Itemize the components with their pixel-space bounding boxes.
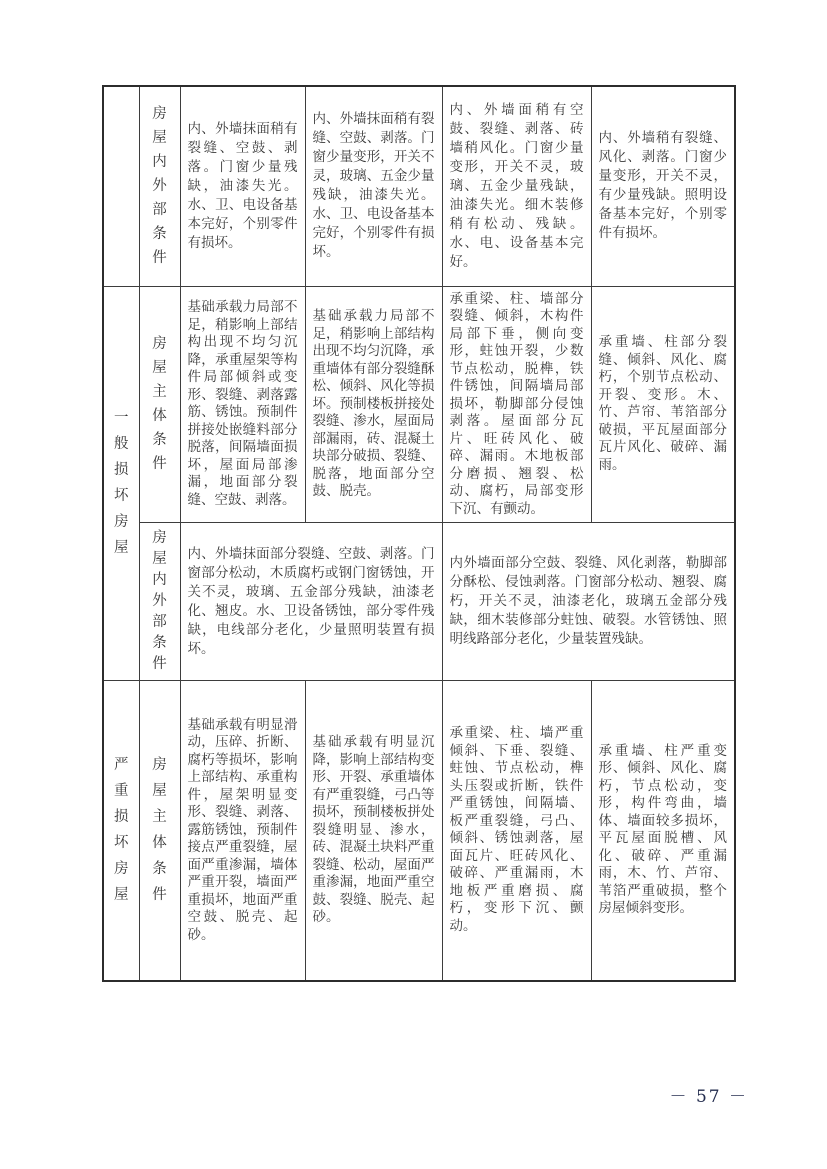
subcategory-cell-r3 xyxy=(139,523,180,681)
condition-cell-r2c3: 承重梁、柱、墙部分裂缝、倾斜，木构件局部下垂，侧向变形，蛀蚀开裂，少数节点松动，脱榫，铁件锈蚀，间隔墙局部损坏，勒脚部分侵蚀剥落。屋面部分瓦片、旺砖风化、破碎、漏雨。木地板部分磨损、翘裂、松动、腐朽，局部变形下沉、有颤动。 xyxy=(442,286,591,523)
subcategory-cell-r2 xyxy=(139,286,180,523)
subcategory-label-interior-exterior-r3: 房屋内外部条件 xyxy=(152,530,167,672)
condition-cell-r2c2: 基础承载力局部不足，稍影响上部结构出现不均匀沉降，承重墙体有部分裂缝酥松、倾斜、风化等损坏。预制楼板拼接处裂缝、渗水，屋面局部漏雨，砖、混凝土块部分破损、裂缝、脱落，地面部分空鼓、脱壳。 xyxy=(305,286,442,523)
condition-cell-r1c2: 内、外墙抹面稍有裂缝、空鼓、剥落。门窗少量变形，开关不灵，玻璃、五金少量残缺，油漆失光。水、卫、电设备基本完好，个别零件有损坏。 xyxy=(305,86,442,286)
subcategory-label-interior-exterior-r1: 房屋内外部条件 xyxy=(152,106,167,267)
condition-cell-r2c4: 承重墙、柱部分裂缝、倾斜、风化、腐朽，个别节点松动、开裂、变形。木、竹、芦帘、苇箔部分破损，平瓦屋面部分瓦片风化、破碎、漏雨。 xyxy=(591,286,735,523)
condition-cell-r4c3: 承重梁、柱、墙严重倾斜、下垂、裂缝、蛀蚀、节点松动，榫头压裂或折断，铁件严重锈蚀，间隔墙、板严重裂缝，弓凸、倾斜、锈蚀剥落，屋面瓦片、旺砖风化、破碎、严重漏雨，木地板严重磨损、腐朽，变形下沉、颤动。 xyxy=(442,681,591,981)
category-label-general-damaged-houses: 一般损坏房屋 xyxy=(114,410,129,557)
condition-cell-r1c4: 内、外墙稍有裂缝、风化、剥落。门窗少量变形，开关不灵，有少量残缺。照明设备基本完好，个别零件有损坏。 xyxy=(591,86,735,286)
category-cell-severely-damaged xyxy=(103,681,139,981)
condition-cell-r4c1: 基础承载有明显滑动，压碎、折断、腐朽等损坏，影响上部结构、承重构件，屋架明显变形、裂缝、剥落、露筋锈蚀，预制件接点严重裂缝，屋面严重渗漏，墙体严重开裂，墙面严重损坏，地面严重空鼓、脱壳、起砂。 xyxy=(180,681,305,981)
condition-cell-r2c1: 基础承载力局部不足，稍影响上部结构出现不均匀沉降，承重屋架等构件局部倾斜或变形、裂缝、剥落露筋、锈蚀。预制件拼接处嵌缝料部分脱落，间隔墙面损坏，屋面局部渗漏，地面部分裂缝、空鼓、剥落。 xyxy=(180,286,305,523)
category-label-severely-damaged-houses: 严重损坏房屋 xyxy=(114,757,129,904)
table-row-4 xyxy=(103,681,735,981)
damage-classification-table xyxy=(102,85,736,982)
table-row-3 xyxy=(103,523,735,681)
subcategory-cell-r1 xyxy=(139,86,180,286)
condition-cell-r3-left: 内、外墙抹面部分裂缝、空鼓、剥落。门窗部分松动，木质腐朽或钢门窗锈蚀，开关不灵，玻璃、五金部分残缺，油漆老化、翘皮。水、卫设备锈蚀，部分零件残缺，电线部分老化，少量照明装置有损坏。 xyxy=(180,523,442,681)
page-number: － 57 － xyxy=(669,1087,748,1107)
category-cell-general-damaged xyxy=(103,286,139,681)
subcategory-label-main-body-r4: 房屋主体条件 xyxy=(152,757,167,904)
empty-category-cell xyxy=(103,86,139,286)
table-row-2 xyxy=(103,286,735,523)
table-row-1 xyxy=(103,86,735,286)
subcategory-cell-r4 xyxy=(139,681,180,981)
condition-cell-r4c4: 承重墙、柱严重变形、倾斜、风化、腐朽，节点松动，变形，构件弯曲，墙体、墙面较多损坏，平瓦屋面脱槽、风化、破碎、严重漏雨，木、竹、芦帘、苇箔严重破损，整个房屋倾斜变形。 xyxy=(591,681,735,981)
condition-cell-r1c1: 内、外墙抹面稍有裂缝、空鼓、剥落。门窗少量残缺，油漆失光。水、卫、电设备基本完好，个别零件有损坏。 xyxy=(180,86,305,286)
condition-cell-r1c3: 内、外墙面稍有空鼓、裂缝、剥落、砖墙稍风化。门窗少量变形，开关不灵，玻璃、五金少量残缺，油漆失光。细木装修稍有松动、残缺。水、电、设备基本完好。 xyxy=(442,86,591,286)
condition-cell-r4c2: 基础承载有明显沉降，影响上部结构变形、开裂、承重墙体有严重裂缝，弓凸等损坏，预制楼板拼处裂缝明显、渗水，砖、混凝土块料严重裂缝、松动，屋面严重渗漏，地面严重空鼓、裂缝、脱壳、起砂。 xyxy=(305,681,442,981)
condition-cell-r3-right: 内外墙面部分空鼓、裂缝、风化剥落，勒脚部分酥松、侵蚀剥落。门窗部分松动、翘裂、腐朽，开关不灵，油漆老化，玻璃五金部分残缺，细木装修部分蛀蚀、破裂。水管锈蚀、照明线路部分老化，少量装置残缺。 xyxy=(442,523,735,681)
subcategory-label-main-body-r2: 房屋主体条件 xyxy=(152,336,167,473)
